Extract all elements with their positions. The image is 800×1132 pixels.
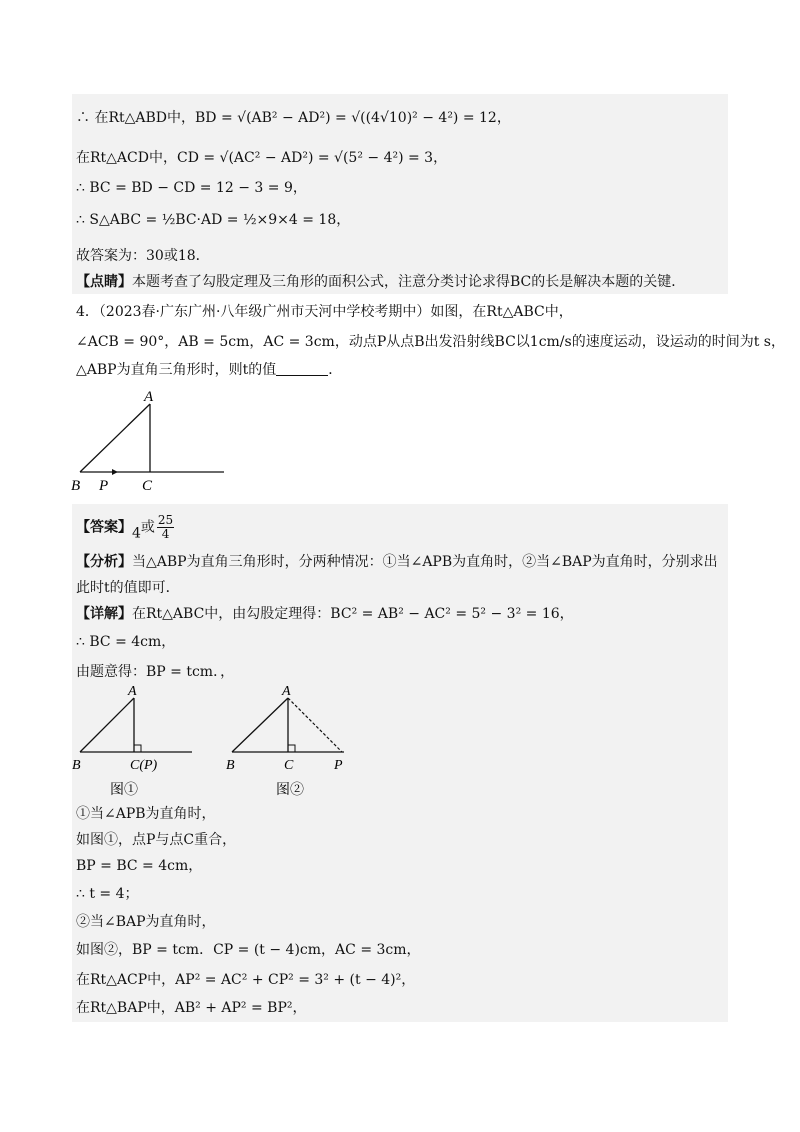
case-line-1: ①当∠APB为直角时，	[76, 806, 216, 822]
analysis-line-2: 此时t的值即可．	[76, 580, 180, 596]
analysis-line-1	[76, 552, 718, 572]
prev-line-5: 故答案为：30或18．	[76, 248, 210, 264]
case-line-5: ②当∠BAP为直角时，	[76, 914, 216, 930]
prev-line-2: 在Rt△ACD中，CD = √(AC² − AD²) = √(5² − 4²) = 3，	[76, 150, 448, 166]
answer-denominator: 4	[161, 527, 170, 541]
case-line-7: 在Rt△ACP中，AP² = AC² + CP² = 3² + (t − 4)²，	[76, 972, 416, 988]
prev-line-1: ∴ 在Rt△ABD中，BD = √(AB² − AD²) = √((4√10)² − 4²) = 12，	[76, 110, 511, 126]
case-line-6: 如图②，BP = tcm．CP = (t − 4)cm，AC = 3cm，	[76, 942, 421, 958]
fig-label-p: P	[99, 478, 109, 494]
answer-numerator: 25	[157, 513, 174, 527]
fig2-label-b: B	[226, 758, 235, 773]
fig2-caption: 图②	[276, 783, 304, 798]
answer-value-1: 4	[132, 525, 141, 542]
prev-line-3: ∴ BC = BD − CD = 12 − 3 = 9，	[76, 180, 307, 196]
fig1-label-b: B	[72, 758, 81, 773]
detail-tag: 【详解】	[76, 606, 132, 622]
detail-text-1: 在Rt△ABC中，由勾股定理得：BC² = AB² − AC² = 5² − 3² = 16，	[132, 606, 574, 622]
analysis-tag: 【分析】	[76, 554, 132, 570]
fig1-label-c: C(P)	[130, 758, 158, 773]
question-line-2: ∠ACB = 90°，AB = 5cm，AC = 3cm，动点P从点B出发沿射线BC以1cm/s的速度运动，设运动的时间为t s，	[76, 334, 785, 350]
comment-tag: 【点睛】	[76, 274, 132, 290]
fig1-caption: 图①	[110, 783, 138, 798]
fig-label-c: C	[142, 478, 153, 494]
question-line-1: 4．（2023春·广东广州·八年级广州市天河中学校考期中）如图，在Rt△ABC中，	[76, 304, 573, 320]
question-figure	[68, 384, 238, 496]
fig2-label-a: A	[282, 684, 291, 699]
fig1-label-a: A	[128, 684, 137, 699]
detail-line-1	[76, 604, 574, 624]
case-line-8: 在Rt△BAP中，AB² + AP² = BP²，	[76, 1000, 307, 1016]
solution-figure-2	[220, 682, 360, 802]
case-line-3: BP = BC = 4cm，	[76, 858, 203, 874]
case-line-4: ∴ t = 4；	[76, 886, 139, 902]
answer-tag: 【答案】	[76, 519, 132, 536]
case-line-2: 如图①，点P与点C重合，	[76, 832, 237, 848]
fig2-label-c: C	[284, 758, 294, 773]
comment-text: 本题考查了勾股定理及三角形的面积公式，注意分类讨论求得BC的长是解决本题的关键．	[132, 274, 686, 290]
answer-blank	[276, 361, 328, 376]
question-line-3-end: ．	[328, 362, 343, 378]
fig2-label-p: P	[334, 758, 343, 773]
question-line-3	[76, 360, 342, 380]
prev-line-4: ∴ S△ABC = ½BC·AD = ½×9×4 = 18，	[76, 212, 351, 228]
detail-line-3: 由题意得：BP = tcm．，	[76, 664, 235, 680]
answer-fraction	[157, 514, 174, 541]
fig-label-b: B	[71, 478, 81, 494]
fig-label-a: A	[144, 389, 154, 405]
answer-line	[76, 514, 176, 544]
answer-or: 或	[140, 519, 155, 536]
solution-figure-1	[66, 682, 206, 802]
analysis-text-1: 当△ABP为直角三角形时，分两种情况：①当∠APB为直角时，②当∠BAP为直角时，分别求出	[132, 554, 718, 570]
detail-line-2: ∴ BC = 4cm，	[76, 634, 176, 650]
question-line-3-text: △ABP为直角三角形时，则t的值	[76, 362, 277, 378]
prev-comment	[76, 272, 685, 292]
